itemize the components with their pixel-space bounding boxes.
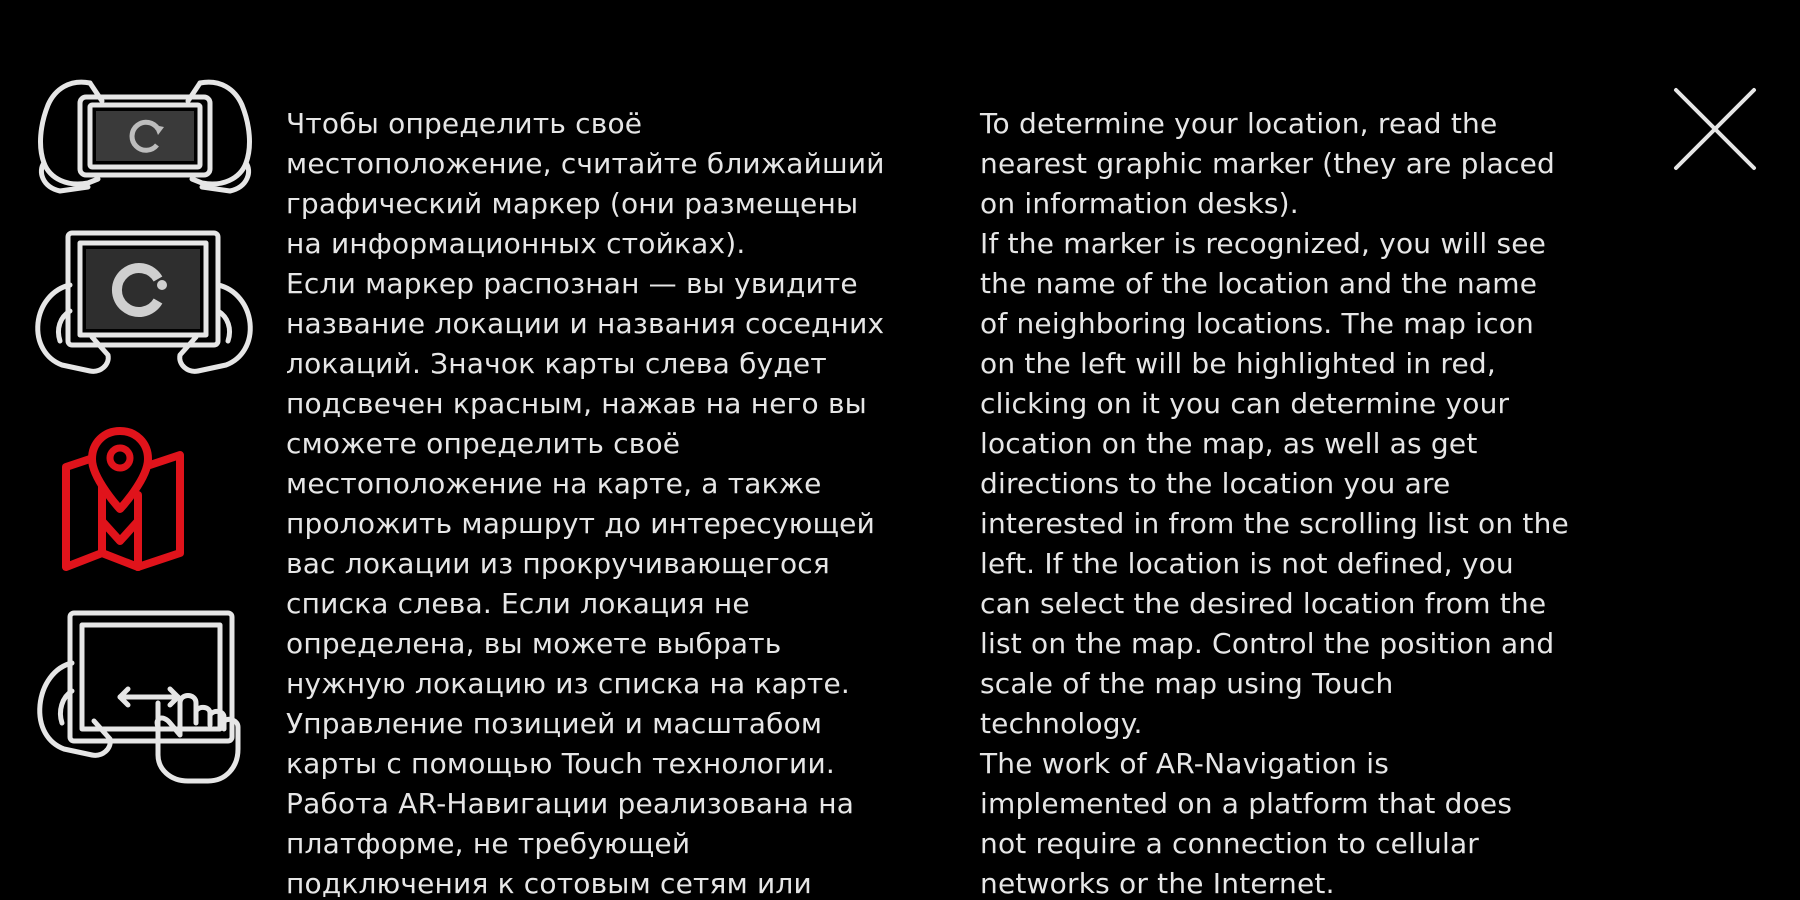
map-pin-icon <box>30 425 260 575</box>
close-button[interactable] <box>1672 86 1758 172</box>
icon-column <box>30 75 260 795</box>
help-text-russian: Чтобы определить своё местоположение, считайте ближайший графический маркер (они размещены на информационных стойках). Если маркер распознан — вы увидите название локации и названия соседних локаций. Значок карты слева будет подсвечен красным, нажав на него вы сможете определить своё местоположение на карте, а также проложить маршрут до интересующей вас локации из прокручивающегося списка слева. Если локация не определена, вы можете выбрать нужную локацию из списка на карте. Управление позицией и масштабом карты с помощью Touch технологии. Работа AR-Навигации реализована на платформе, не требующей подключения к сотовым сетям или <box>286 107 885 900</box>
help-text-english: To determine your location, read the nearest graphic marker (they are placed on information desks). If the marker is recognized, you will see the name of the location and the name of neighboring locations. The map icon on the left will be highlighted in red, clicking on it you can determine your location on the map, as well as get directions to the location you are interested in from the scrolling list on the left. If the location is not defined, you can select the desired location from the list on the map. Control the position and scale of the map using Touch technology. The work of AR-Navigation is implemented on a platform that does not require a connection to cellular networks or the Internet. <box>980 107 1569 900</box>
tablet-marker-icon <box>30 225 260 385</box>
phone-scan-icon <box>30 75 260 195</box>
touch-gesture-icon <box>30 605 260 785</box>
close-icon <box>1672 86 1758 172</box>
